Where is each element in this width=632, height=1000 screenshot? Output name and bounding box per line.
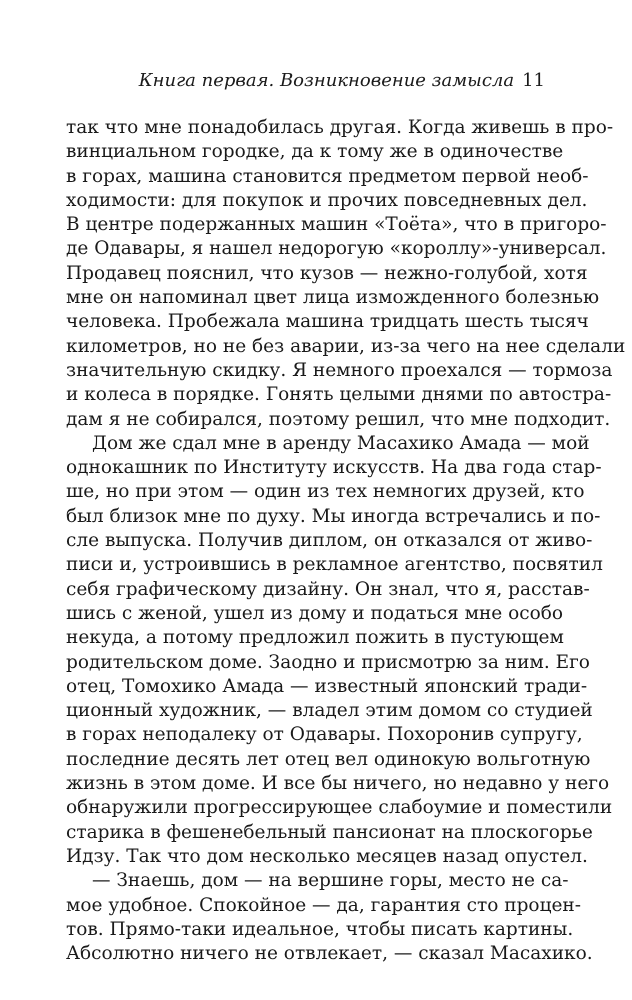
- paragraph: [66, 116, 626, 432]
- text-line: был близок мне по духу. Мы иногда встречались и по-: [66, 505, 601, 527]
- paragraph: [66, 869, 593, 966]
- text-line: Идзу. Так что дом несколько месяцев назад опустел.: [66, 845, 588, 867]
- text-line: некуда, а потому предложил пожить в пустующем: [66, 627, 564, 649]
- text-line: дам я не собирался, поэтому решил, что мне подходит.: [66, 408, 611, 430]
- text-line: мое удобное. Спокойное — да, гарантия сто процен-: [66, 894, 581, 916]
- text-line: винциальном городке, да к тому же в одиночестве: [66, 141, 564, 163]
- text-line: старика в фешенебельный пансионат на плоскогорье: [66, 821, 593, 843]
- text-line: отец, Томохико Амада — известный японский тради-: [66, 675, 588, 697]
- text-line: ционный художник, — владел этим домом со студией: [66, 700, 593, 722]
- text-line: ходимости: для покупок и прочих повседневных дел.: [66, 189, 588, 211]
- text-line: шись с женой, ушел из дому и податься мне особо: [66, 602, 564, 624]
- text-line: Продавец пояснил, что кузов — нежно-голубой, хотя: [66, 262, 588, 284]
- body-text: [66, 116, 626, 966]
- text-line: и колеса в порядке. Гонять целыми днями по автострa-: [66, 384, 612, 406]
- text-line: де Одавары, я нашел недорогую «короллу»-универсал.: [66, 238, 607, 260]
- text-line: — Знаешь, дом — на вершине горы, место не са-: [92, 870, 569, 892]
- text-line: ше, но при этом — один из тех немногих друзей, кто: [66, 481, 585, 503]
- text-line: километров, но не без аварии, из-за чего на нее сделали: [66, 335, 626, 357]
- paragraph: [66, 432, 613, 869]
- text-line: человека. Пробежала машина тридцать шесть тысяч: [66, 311, 589, 333]
- text-line: тов. Прямо-таки идеальное, чтобы писать картины.: [66, 918, 574, 940]
- text-line: Абсолютно ничего не отвлекает, — сказал Масахико.: [66, 943, 593, 965]
- text-line: родительском доме. Заодно и присмотрю за ним. Его: [66, 651, 590, 673]
- running-header: [0, 70, 545, 91]
- text-line: последние десять лет отец вел одинокую вольготную: [66, 748, 591, 770]
- chapter-title: Книга первая. Возникновение замысла: [138, 70, 515, 91]
- text-line: жизнь в этом доме. И все бы ничего, но недавно у него: [66, 773, 610, 795]
- text-line: однокашник по Институту искусств. На два года стар-: [66, 457, 602, 479]
- text-line: в горах неподалеку от Одавары. Похоронив супругу,: [66, 724, 583, 746]
- text-line: В центре подержанных машин «Тоёта», что в пригоро-: [66, 214, 607, 236]
- text-line: писи и, устроившись в рекламное агентство, посвятил: [66, 554, 603, 576]
- text-line: Дом же сдал мне в аренду Масахико Амада — мой: [92, 432, 590, 454]
- text-line: сле выпуска. Получив диплом, он отказался от живо-: [66, 530, 593, 552]
- page-number: 11: [522, 70, 545, 91]
- text-line: себя графическому дизайну. Он знал, что я, расстав-: [66, 578, 590, 600]
- text-line: так что мне понадобилась другая. Когда живешь в про-: [66, 117, 614, 138]
- text-line: в горах, машина становится предметом первой необ-: [66, 165, 589, 187]
- text-line: значительную скидку. Я немного проехался — тормоза: [66, 359, 613, 381]
- text-line: обнаружили прогрессирующее слабоумие и поместили: [66, 797, 613, 819]
- text-line: мне он напоминал цвет лица изможденного болезнью: [66, 287, 600, 309]
